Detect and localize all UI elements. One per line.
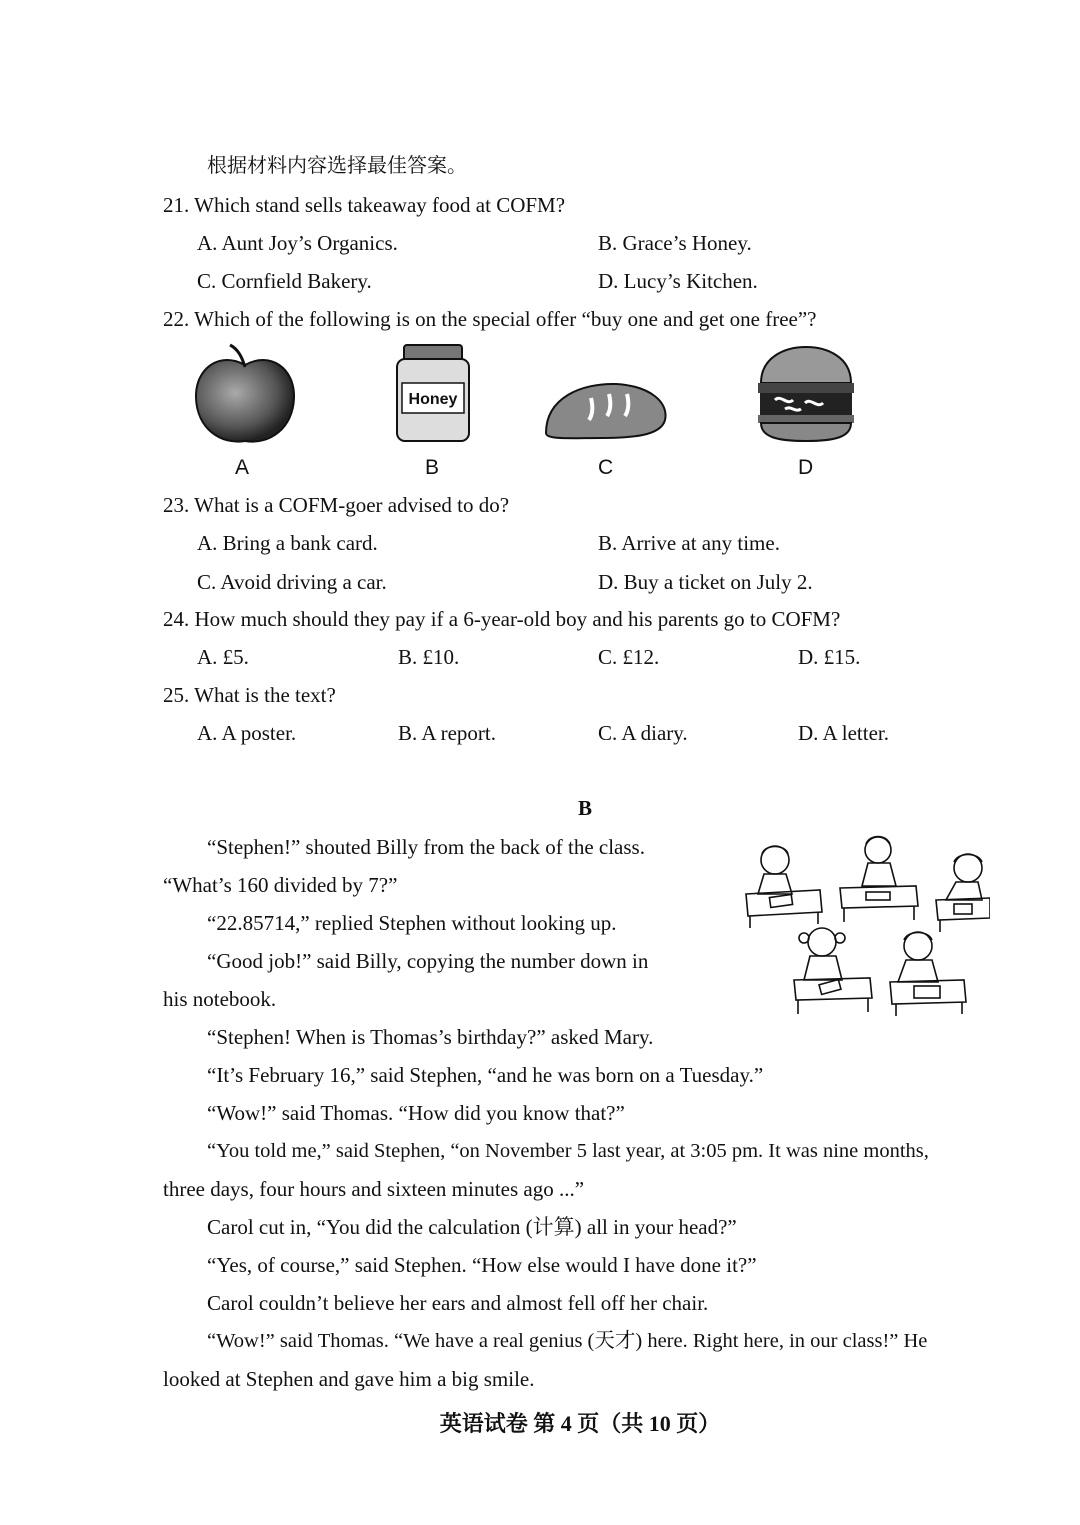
q25-option-c: C. A diary. (598, 721, 688, 745)
passage-line: “You told me,” said Stephen, “on November 5 last year, at 3:05 pm. It was nine months, (207, 1140, 929, 1162)
q24-option-a: A. £5. (197, 645, 249, 669)
passage-line: “22.85714,” replied Stephen without looking up. (207, 911, 617, 935)
passage-line: looked at Stephen and gave him a big smile. (163, 1367, 535, 1391)
passage-line: Carol cut in, “You did the calculation (计算) all in your head?” (207, 1215, 737, 1239)
passage-line: “Yes, of course,” said Stephen. “How else would I have done it?” (207, 1253, 757, 1277)
q25-option-d: D. A letter. (798, 721, 889, 745)
q21-option-d: D. Lucy’s Kitchen. (598, 269, 758, 293)
q25-option-b: B. A report. (398, 721, 496, 745)
passage-line: “Good job!” said Billy, copying the number down in (207, 949, 649, 973)
passage-line: Carol couldn’t believe her ears and almost fell off her chair. (207, 1291, 709, 1315)
q24-option-d: D. £15. (798, 645, 861, 669)
instruction: 根据材料内容选择最佳答案。 (207, 153, 467, 177)
q22-picture-b-letter: B (425, 456, 440, 479)
passage-line: “What’s 160 divided by 7?” (163, 873, 398, 897)
q24-option-b: B. £10. (398, 645, 460, 669)
q25-option-a: A. A poster. (197, 721, 297, 745)
honey-label: Honey (408, 391, 458, 408)
q21-option-b: B. Grace’s Honey. (598, 231, 752, 255)
question-21: 21. Which stand sells takeaway food at COFM? (163, 193, 566, 217)
q23-option-b: B. Arrive at any time. (598, 531, 780, 555)
q21-option-c: C. Cornfield Bakery. (197, 269, 372, 293)
passage-line: “Stephen!” shouted Billy from the back of the class. (207, 835, 645, 859)
question-25: 25. What is the text? (163, 683, 336, 707)
classroom-students-illustration (740, 832, 990, 1017)
question-24: 24. How much should they pay if a 6-year-old boy and his parents go to COFM? (163, 607, 841, 631)
section-b-heading: B (577, 796, 592, 820)
page-footer: 英语试卷 第 4 页（共 10 页） (439, 1411, 721, 1436)
apple-icon (190, 343, 300, 448)
burger-icon (755, 345, 857, 443)
passage-line: his notebook. (163, 987, 277, 1011)
honey-jar-icon (392, 343, 474, 443)
q23-option-c: C. Avoid driving a car. (197, 570, 387, 594)
passage-line: “It’s February 16,” said Stephen, “and he was born on a Tuesday.” (207, 1063, 764, 1087)
passage-line: “Wow!” said Thomas. “We have a real genius (天才) here. Right here, in our class!” He (207, 1330, 928, 1352)
q24-option-c: C. £12. (598, 645, 660, 669)
q22-picture-d-letter: D (798, 456, 814, 479)
question-22: 22. Which of the following is on the special offer “buy one and get one free”? (163, 307, 817, 331)
q22-picture-a-letter: A (235, 456, 250, 479)
q23-option-d: D. Buy a ticket on July 2. (598, 570, 813, 594)
bread-icon (541, 378, 671, 443)
question-23: 23. What is a COFM-goer advised to do? (163, 493, 510, 517)
q21-option-a: A. Aunt Joy’s Organics. (197, 231, 398, 255)
q23-option-a: A. Bring a bank card. (197, 531, 378, 555)
passage-line: “Wow!” said Thomas. “How did you know that?” (207, 1101, 625, 1125)
passage-line: “Stephen! When is Thomas’s birthday?” asked Mary. (207, 1025, 654, 1049)
passage-line: three days, four hours and sixteen minutes ago ...” (163, 1177, 585, 1201)
q22-picture-c-letter: C (598, 456, 614, 479)
